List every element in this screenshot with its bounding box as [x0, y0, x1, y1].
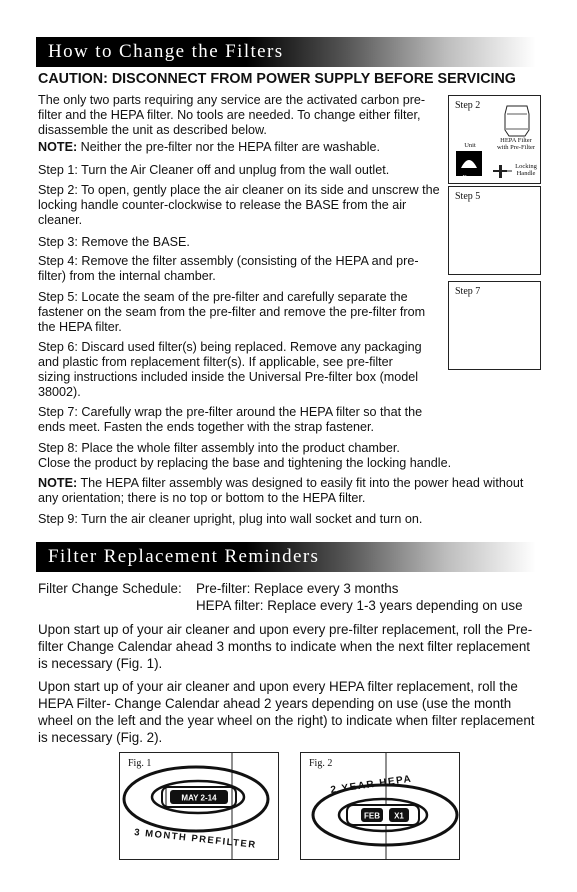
unit-caption: Unit	[464, 142, 476, 149]
note-hepa	[38, 476, 528, 506]
note-label: NOTE:	[38, 140, 78, 154]
intro-paragraph: The only two parts requiring any service are the activated carbon pre-filter and the HEPA filter. No tools are needed. To change either filter, disassemble the unit as described below.	[38, 93, 426, 137]
step-8-line-1: Step 8: Place the whole filter assembly into the product chamber.	[38, 441, 400, 455]
caution-heading: CAUTION: DISCONNECT FROM POWER SUPPLY BEFORE SERVICING	[38, 71, 516, 87]
note-washable	[38, 140, 443, 155]
note-label: NOTE:	[38, 476, 78, 490]
note-text: Neither the pre-filter nor the HEPA filter are washable.	[77, 140, 381, 154]
step-2-illustration	[448, 95, 541, 184]
figure-1-prefilter-calendar	[119, 752, 279, 860]
hepa-caption-line-2: with Pre-Filter	[496, 144, 536, 151]
step-2: Step 2: To open, gently place the air cleaner on its side and unscrew the locking handle counter-clockwise to release the BASE from the air cleaner.	[38, 183, 440, 227]
step-4: Step 4: Remove the filter assembly (consisting of the HEPA and pre-filter) from the internal chamber.	[38, 254, 419, 283]
hepa-year-wheel-text: X1	[394, 811, 404, 821]
prefilter-calendar-paragraph: Upon start up of your air cleaner and upon every pre-filter replacement, roll the Pre-filter Change Calendar ahead 3 months to indicate when the next filter replacement is necessary (Fig. 1).	[38, 622, 533, 671]
section-header-replacement-reminders	[36, 542, 536, 572]
hepa-arc-text: 2 YEAR HEPA	[329, 773, 413, 796]
schedule-prefilter: Pre-filter: Replace every 3 months	[196, 581, 399, 596]
hepa-calendar-paragraph: Upon start up of your air cleaner and upon every HEPA filter replacement, roll the HEPA Filter- Change Calendar ahead 2 years depending on use (use the month wheel on the left and the year wheel on the right) to indicate when filter replacement is necessary (Fig. 2).	[38, 679, 535, 745]
note-text: The HEPA filter assembly was designed to easily fit into the power head without any orientation; there is no top or bottom to the HEPA filter.	[38, 476, 524, 505]
locking-caption-line-2: Handle	[516, 170, 536, 177]
hepa-filter-caption	[492, 137, 540, 151]
locking-caption-line-1: Locking	[515, 163, 537, 170]
step-1: Step 1: Turn the Air Cleaner off and unplug from the wall outlet.	[38, 163, 390, 177]
step-5: Step 5: Locate the seam of the pre-filter and carefully separate the fastener on the seam from the pre-filter and remove the pre-filter from the HEPA filter.	[38, 290, 426, 334]
step-7-label: Step 7	[455, 286, 481, 297]
hepa-caption-line-1: HEPA Filter	[500, 137, 532, 144]
schedule-label: Filter Change Schedule:	[38, 581, 182, 596]
step-7: Step 7: Carefully wrap the pre-filter around the HEPA filter so that the ends meet. Fasten the ends together with the strap fastener.	[38, 405, 423, 434]
step-3: Step 3: Remove the BASE.	[38, 235, 190, 249]
figure-2-label: Fig. 2	[309, 758, 333, 769]
base-caption: Base	[462, 174, 476, 181]
section-title: Filter Replacement Reminders	[48, 546, 320, 567]
step-2-label: Step 2	[455, 100, 481, 111]
locking-handle-caption	[513, 163, 539, 177]
section-title: How to Change the Filters	[48, 41, 284, 62]
figure-1-label: Fig. 1	[128, 758, 152, 769]
step-5-illustration	[448, 186, 541, 275]
step-7-illustration	[448, 281, 541, 370]
section-header-change-filters	[36, 37, 536, 67]
step-8-line-2: Close the product by replacing the base and tightening the locking handle.	[38, 456, 452, 470]
schedule-hepa: HEPA filter: Replace every 1-3 years depending on use	[196, 598, 523, 613]
figure-2-hepa-calendar	[300, 752, 460, 860]
hepa-month-wheel-text: FEB	[364, 811, 380, 821]
prefilter-wheel-text: MAY 2-14	[181, 793, 217, 803]
step-5-label: Step 5	[455, 191, 481, 202]
step-6: Step 6: Discard used filter(s) being replaced. Remove any packaging and plastic from replacement filter(s). If applicable, see pre-filter sizing instructions included inside the Universal Pre-filter box (model 38002).	[38, 340, 422, 399]
step-9: Step 9: Turn the air cleaner upright, plug into wall socket and turn on.	[38, 512, 423, 526]
prefilter-arc-text: 3 MONTH PREFILTER	[133, 827, 258, 851]
